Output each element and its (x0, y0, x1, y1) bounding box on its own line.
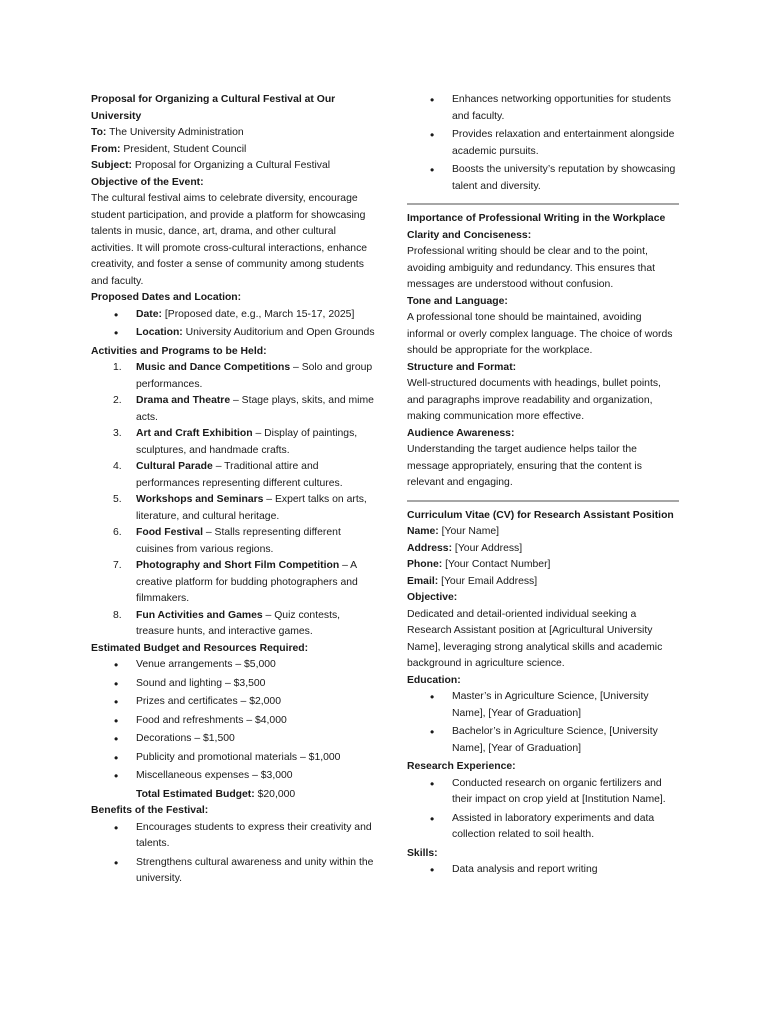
list-item: • Decorations – $1,500 (91, 731, 376, 748)
list-item: • Assisted in laboratory experiments and data collection related to soil health. (407, 811, 679, 844)
activities-list (91, 360, 376, 641)
subject-label: Subject: (91, 160, 132, 171)
activity-label: Food Festival (136, 527, 203, 538)
cv-objective-heading: Objective: (407, 592, 458, 603)
item-number: 2. (113, 395, 122, 406)
item-number: 6. (113, 527, 122, 538)
cv-field-value: [Your Name] (438, 526, 500, 537)
date-value: [Proposed date, e.g., March 15-17, 2025] (161, 308, 355, 320)
cv-field-label: Phone: (407, 559, 443, 570)
item-number: 3. (113, 428, 122, 439)
from-value: President, Student Council (120, 143, 247, 155)
dates-heading: Proposed Dates and Location: (91, 292, 242, 303)
section-heading: Audience Awareness: (407, 427, 515, 439)
subject-value: Proposal for Organizing a Cultural Festival (132, 160, 331, 171)
dates-list (91, 307, 376, 342)
section-text: Professional writing should be clear and to the point, avoiding ambiguity and redundancy. This ensures that messages are understood without confusion. (407, 246, 655, 290)
cv-field-label: Name: (407, 526, 439, 537)
list-item: • Encourages students to express their creativity and talents. (91, 820, 376, 853)
cv-field-label: Address: (407, 542, 453, 554)
cv-field (407, 557, 679, 574)
benefits-list (91, 820, 376, 888)
item-number: 8. (113, 609, 122, 621)
activity-label: Workshops and Seminars (136, 494, 264, 505)
subject-line (91, 158, 376, 175)
budget-total-value: $20,000 (254, 788, 296, 800)
budget-list (91, 657, 376, 785)
list-item: • Enhances networking opportunities for students and faculty. (407, 92, 679, 125)
to-value: The University Administration (106, 127, 244, 138)
from-label: From: (91, 143, 121, 155)
location-value: University Auditorium and Open Grounds (182, 327, 375, 338)
cv-field-value: [Your Email Address] (438, 575, 538, 587)
list-item (91, 608, 376, 641)
section-divider (407, 500, 679, 502)
list-item (91, 492, 376, 525)
activities-heading: Activities and Programs to be Held: (91, 345, 267, 357)
list-item (91, 426, 376, 459)
list-item: • Conducted research on organic fertilizers and their impact on crop yield at [Institution Name]. (407, 776, 679, 809)
cv-title: Curriculum Vitae (CV) for Research Assistant Position (407, 509, 674, 521)
research-list (407, 776, 679, 844)
list-item: • Publicity and promotional materials – $1,000 (91, 750, 376, 767)
list-item: • Venue arrangements – $5,000 (91, 657, 376, 674)
activity-text: – Stalls representing different cuisines from various regions. (136, 527, 341, 555)
activity-text: – A creative platform for budding photographers and filmmakers. (136, 560, 358, 604)
section-heading: Clarity and Conciseness: (407, 229, 532, 241)
list-item: • Provides relaxation and entertainment alongside academic pursuits. (407, 127, 679, 160)
skills-list (407, 862, 679, 879)
cv-field-value: [Your Address] (452, 542, 523, 554)
cv-field (407, 524, 679, 541)
list-item (91, 459, 376, 492)
section-text: A professional tone should be maintained, avoiding informal or overly complex language. The choice of words should be appropriate for the workplace. (407, 312, 673, 356)
activity-text: – Display of paintings, sculptures, and handmade crafts. (136, 428, 358, 456)
writing-title: Importance of Professional Writing in the Workplace (407, 213, 666, 224)
cv-field (407, 574, 679, 591)
section-divider (407, 203, 679, 205)
activity-text: – Quiz contests, treasure hunts, and interactive games. (136, 609, 341, 637)
item-number: 7. (113, 560, 122, 571)
cv-objective-text: Dedicated and detail-oriented individual seeking a Research Assistant position at [Agricultural University Name], leveraging strong analytical skills and academic background in agriculture science. (407, 608, 663, 669)
objective-heading: Objective of the Event: (91, 176, 204, 188)
list-item (91, 325, 376, 342)
to-label: To: (91, 127, 107, 138)
activity-text: – Expert talks on arts, literature, and cultural heritage. (136, 494, 367, 522)
section-heading: Structure and Format: (407, 361, 517, 373)
cv-research-heading: Research Experience: (407, 761, 516, 772)
list-item (91, 360, 376, 393)
from-line (91, 142, 376, 159)
list-item: • Boosts the university’s reputation by showcasing talent and diversity. (407, 162, 679, 195)
activity-label: Fun Activities and Games (136, 609, 263, 621)
list-item: • Miscellaneous expenses – $3,000 (91, 768, 376, 785)
to-line (91, 125, 376, 142)
cv-education-heading: Education: (407, 674, 461, 686)
date-label: Date: (136, 308, 162, 320)
cv-skills-heading: Skills: (407, 847, 438, 859)
list-item (91, 393, 376, 426)
activity-label: Drama and Theatre (136, 395, 231, 406)
section-text: Well-structured documents with headings, bullet points, and paragraphs improve readability and organization, making communication more effective. (407, 378, 661, 422)
right-column (407, 92, 679, 881)
activity-label: Music and Dance Competitions (136, 362, 291, 373)
section-text: Understanding the target audience helps tailor the message appropriately, ensuring that the content is relevant and engaging. (407, 444, 642, 488)
budget-heading: Estimated Budget and Resources Required: (91, 642, 309, 654)
benefits-heading: Benefits of the Festival: (91, 805, 209, 816)
item-number: 4. (113, 461, 122, 472)
list-item: • Sound and lighting – $3,500 (91, 676, 376, 693)
section-heading: Tone and Language: (407, 295, 508, 307)
cv-field-value: [Your Contact Number] (442, 559, 551, 570)
activity-label: Cultural Parade (136, 461, 213, 472)
budget-total-label: Total Estimated Budget: (136, 788, 255, 800)
proposal-title: Proposal for Organizing a Cultural Festival at Our University (91, 94, 336, 122)
activity-text: – Solo and group performances. (136, 362, 373, 390)
cv-field-label: Email: (407, 575, 439, 587)
item-number: 5. (113, 494, 122, 505)
list-item: • Strengthens cultural awareness and unity within the university. (91, 855, 376, 888)
objective-text: The cultural festival aims to celebrate diversity, encourage student participation, and provide a platform for showcasing talents in music, dance, art, drama, and other cultural activities. It will promote cross-cultural interactions, enhance creativity, and foster a sense of community among students and faculty. (91, 193, 368, 287)
education-list (407, 689, 679, 757)
activity-label: Photography and Short Film Competition (136, 560, 340, 571)
budget-total (91, 787, 376, 804)
list-item (91, 558, 376, 608)
activity-text: – Stage plays, skits, and mime acts. (136, 395, 374, 423)
left-column (91, 92, 376, 890)
list-item: • Master’s in Agriculture Science, [University Name], [Year of Graduation] (407, 689, 679, 722)
cv-field (407, 541, 679, 558)
list-item: • Data analysis and report writing (407, 862, 679, 879)
list-item: • Food and refreshments – $4,000 (91, 713, 376, 730)
list-item: • Bachelor’s in Agriculture Science, [University Name], [Year of Graduation] (407, 724, 679, 757)
list-item: • Prizes and certificates – $2,000 (91, 694, 376, 711)
activity-text: – Traditional attire and performances representing different cultures. (136, 461, 343, 489)
location-label: Location: (136, 327, 183, 338)
list-item (91, 525, 376, 558)
activity-label: Art and Craft Exhibition (136, 428, 253, 439)
item-number: 1. (113, 362, 122, 373)
list-item (91, 307, 376, 324)
benefits-list-continued (407, 92, 679, 195)
